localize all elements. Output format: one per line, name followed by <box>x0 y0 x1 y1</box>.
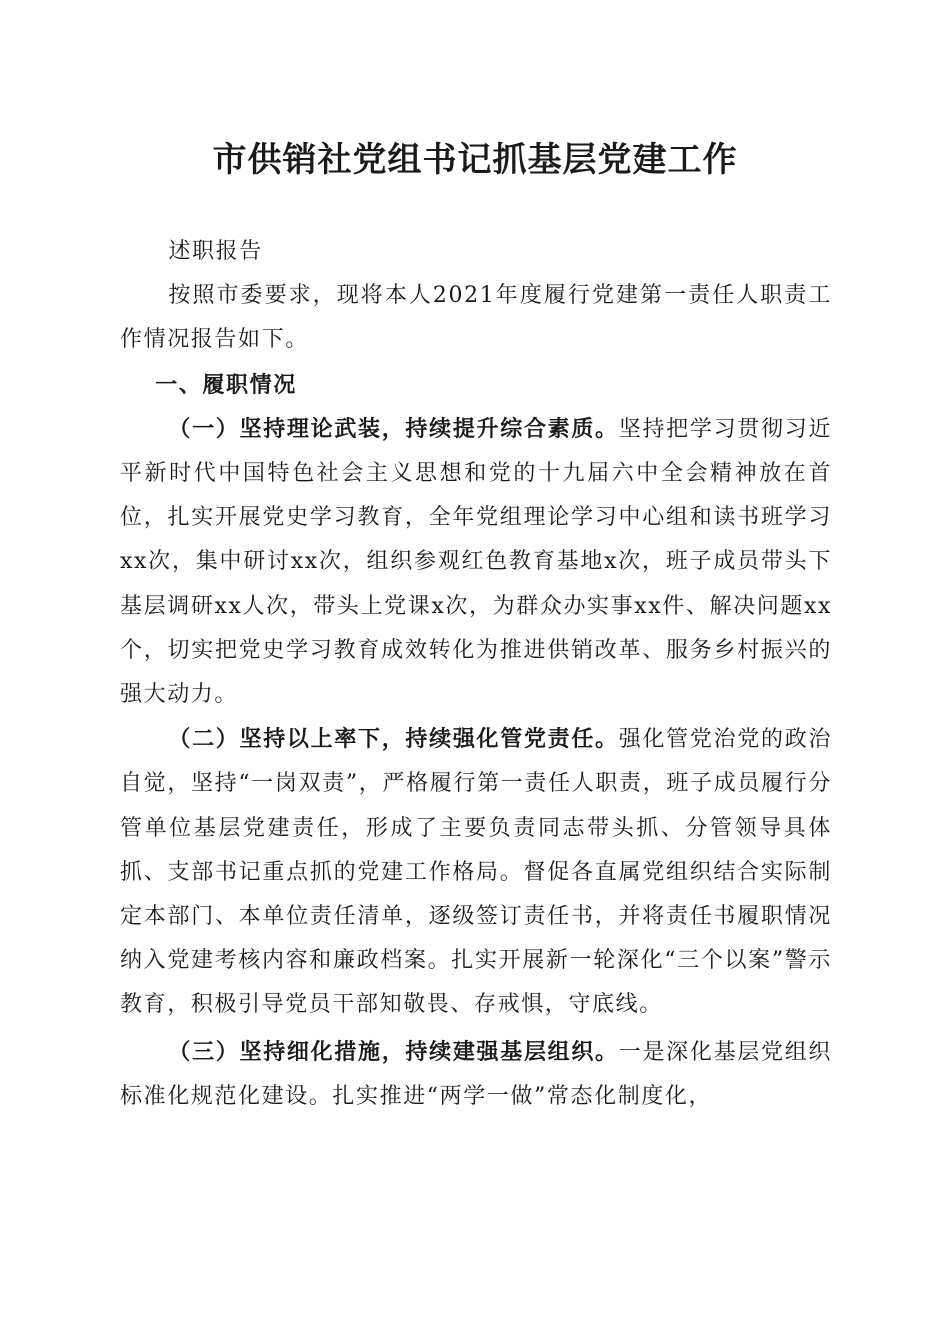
paragraph-text: 强化管党治党的政治自觉，坚持“一岗双责”，严格履行第一责任人职责，班子成员履行分管单位基层党建责任，形成了主要负责同志带头抓、分管领导具体抓、支部书记重点抓的党建工作格局。督促各直属党组织结合实际制定本部门、本单位责任清单，逐级签订责任书，并将责任书履职情况纳入党建考核内容和廉政档案。扎实开展新一轮深化“三个以案”警示教育，积极引导党员干部知敬畏、存戒惧，守底线。 <box>120 727 832 1018</box>
paragraph-text: 坚持把学习贯彻习近平新时代中国特色社会主义思想和党的十九届六中全会精神放在首位，扎实开展党史学习教育，全年党组理论学习中心组和读书班学习xx次，集中研讨xx次，组织参观红色教育基地x次，班子成员带头下基层调研xx人次，带头上党课x次，为群众办实事xx件、解决问题xx个，切实把党史学习教育成效转化为推进供销改革、服务乡村振兴的强大动力。 <box>120 416 832 708</box>
document-title: 市供销社党组书记抓基层党建工作 <box>212 140 738 180</box>
paragraph-lead: （二）坚持以上率下，持续强化管党责任。 <box>168 726 619 753</box>
paragraph-item-1 <box>120 407 832 717</box>
section-heading: 一、履职情况 <box>155 371 297 398</box>
document-body <box>120 230 832 1119</box>
paragraph-item-2 <box>120 717 832 1027</box>
paragraph-text: 一是深化基层党组织标准化规范化建设。扎实推进“两学一做”常态化制度化， <box>120 1039 832 1109</box>
intro-paragraph: 按照市委要求，现将本人2021年度履行党建第一责任人职责工作情况报告如下。 <box>120 283 832 353</box>
paragraph-lead: （三）坚持细化措施，持续建强基层组织。 <box>168 1038 619 1065</box>
document-subtitle: 述职报告 <box>168 239 263 264</box>
paragraph-item-3 <box>120 1030 832 1119</box>
paragraph-lead: （一）坚持理论武装，持续提升综合素质。 <box>168 415 619 442</box>
